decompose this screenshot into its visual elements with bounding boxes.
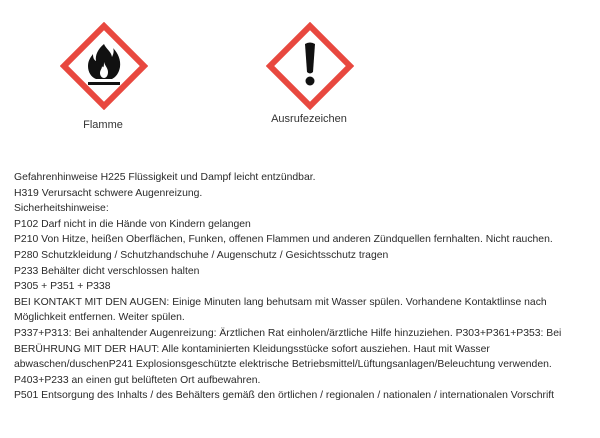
exclamation-mark-icon: [266, 22, 354, 110]
precaution-heading: Sicherheitshinweise:: [14, 203, 109, 215]
precaution-line: P210 Von Hitze, heißen Oberflächen, Funken, offenen Flammen und anderen Zündquellen fernhalten. Nicht rauchen.: [14, 234, 553, 246]
precaution-line: P280 Schutzkleidung / Schutzhandschuhe / Augenschutz / Gesichtsschutz tragen: [14, 249, 389, 261]
flame-pictogram: [60, 22, 148, 110]
flame-label: Flamme: [83, 119, 123, 131]
precaution-line: P305 + P351 + P338: [14, 281, 111, 293]
flame-icon: [60, 22, 148, 110]
hazard-line: H319 Verursacht schwere Augenreizung.: [14, 187, 203, 199]
hazard-statements: [14, 170, 598, 404]
precaution-line: abwaschen/duschenP241 Explosionsgeschützte elektrische Betriebsmittel/Lüftungsanlagen/Beleuchtung verwenden.: [14, 359, 552, 371]
hazard-line: Gefahrenhinweise H225 Flüssigkeit und Dampf leicht entzündbar.: [14, 172, 316, 183]
precaution-line: Möglichkeit entfernen. Weiter spülen.: [14, 312, 185, 324]
exclamation-pictogram: [266, 22, 354, 110]
precaution-line: P233 Behälter dicht verschlossen halten: [14, 265, 200, 277]
exclamation-label: Ausrufezeichen: [271, 113, 347, 125]
precaution-line: P102 Darf nicht in die Hände von Kindern gelangen: [14, 218, 251, 230]
precaution-line: P501 Entsorgung des Inhalts / des Behälters gemäß den örtlichen / regionalen / nationalen / internationalen Vorschrift: [14, 390, 555, 402]
precaution-line: BERÜHRUNG MIT DER HAUT: Alle kontaminierten Kleidungsstücke sofort ausziehen. Haut mit Wasser: [14, 343, 490, 355]
precaution-line: P337+P313: Bei anhaltender Augenreizung: Ärztlichen Rat einholen/ärztliche Hilfe hinzuziehen. P303+P361+P353: Bei: [14, 327, 562, 339]
precaution-line: BEI KONTAKT MIT DEN AUGEN: Einige Minuten lang behutsam mit Wasser spülen. Vorhandene Kontaktlinse nach: [14, 296, 547, 308]
precaution-line: P403+P233 an einen gut belüfteten Ort aufbewahren.: [14, 374, 261, 386]
